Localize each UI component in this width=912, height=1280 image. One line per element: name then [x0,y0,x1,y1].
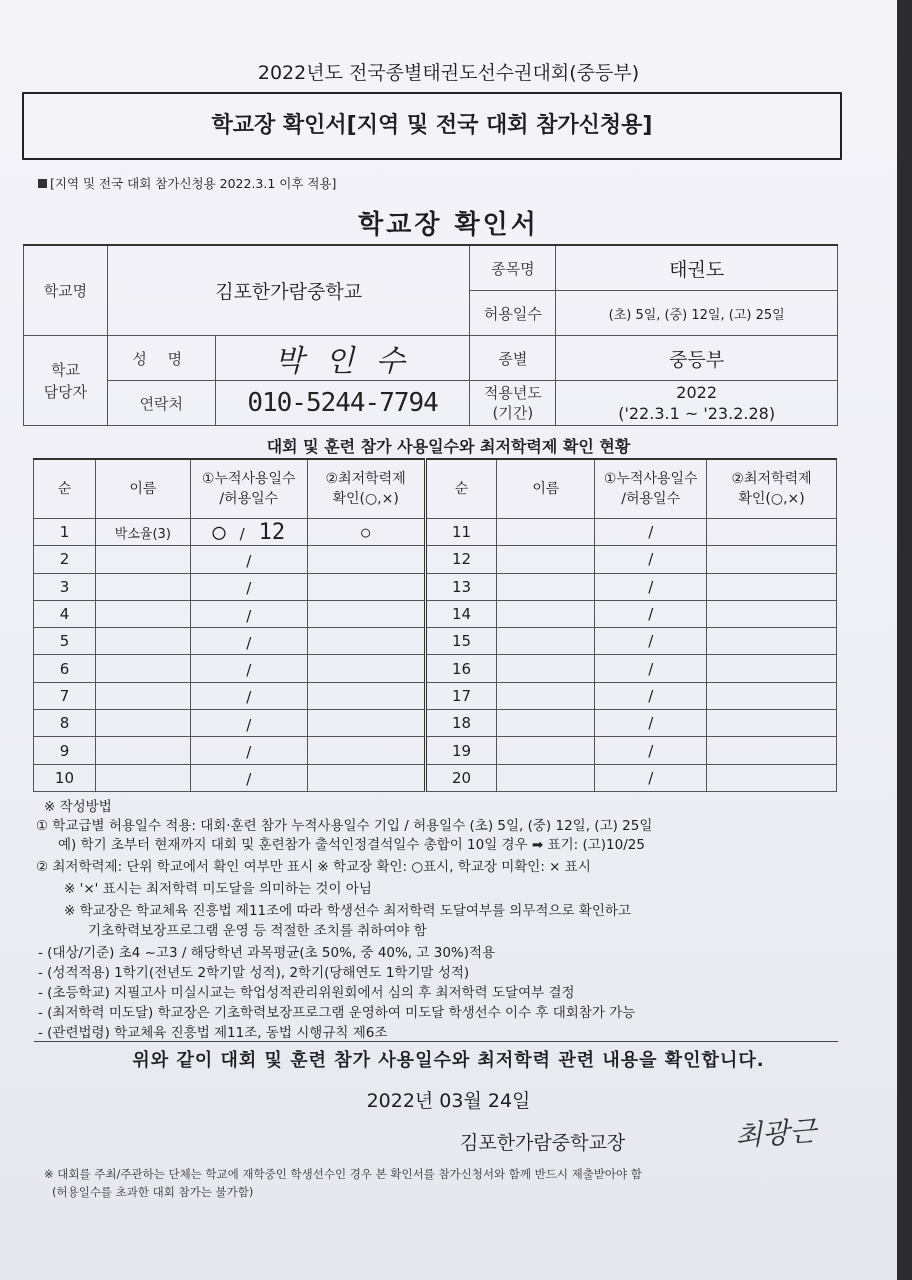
square-bullet-icon [38,179,47,188]
table-row [34,573,837,600]
row-academic-check [307,764,425,791]
row-no: 10 [34,764,96,791]
row-name [95,628,190,655]
method-line: - (관련법령) 학교체육 진흥법 제11조, 동법 시행규칙 제6조 [38,1025,388,1041]
row-academic-check-right [707,600,837,627]
row-days [190,519,307,546]
school-name: 김포한가람중학교 [107,245,470,336]
row-days-right [595,546,707,573]
row-name-right [497,737,595,764]
division-label: 종별 [470,336,556,381]
row-no-right: 12 [425,546,497,573]
issue-date: 2022년 03월 24일 [366,1090,531,1112]
col-days-right: ①누적사용일수 /허용일수 [595,459,707,519]
row-name [95,764,190,791]
event-title: 2022년도 전국종별태권도선수권대회(중등부) [257,62,640,84]
row-academic-check-right [707,573,837,600]
allowed-days-value: (초) 5일, (중) 12일, (고) 25일 [556,291,838,336]
row-name-right [497,600,595,627]
period-value [556,381,838,426]
row-days [190,764,307,791]
manager-label: 학교 담당자 [24,336,108,426]
method-line: ① 학교급별 허용일수 적용: 대회·훈련 참가 누적사용일수 기입 / 허용일수 (초) 5일, (중) 12일, (고) 25일 [36,818,653,834]
row-days [190,546,307,573]
row-name-right [497,519,595,546]
row-no: 8 [34,710,96,737]
row-no-right: 14 [425,600,497,627]
confirmation-statement: 위와 같이 대회 및 훈련 참가 사용일수와 최저학력 관련 내용을 확인합니다. [132,1050,765,1071]
method-line: - (초등학교) 지필고사 미실시교는 학업성적관리위원회에서 심의 후 최저학력 도달여부 결정 [38,985,575,1001]
row-name-right [497,764,595,791]
method-heading: ※ 작성방법 [44,799,112,815]
row-no-right: 13 [425,573,497,600]
table-row [34,628,837,655]
row-name [95,737,190,764]
row-name [95,710,190,737]
row-academic-check [307,546,425,573]
allowed-days-label: 허용일수 [470,291,556,336]
row-no-right: 20 [425,764,497,791]
slash-separator: / [246,606,252,625]
slash-separator: / [648,523,654,542]
row-name-right [497,628,595,655]
col-name: 이름 [95,459,190,519]
manager-name-handwritten: 박 인 수 [215,336,470,381]
col-name-right: 이름 [497,459,595,519]
slash-separator: / [648,714,654,733]
principal-signature: 최광근 [734,1114,818,1153]
row-name [95,600,190,627]
row-name-right [497,710,595,737]
participant-table [33,458,837,792]
row-academic-check-right [707,628,837,655]
row-academic-check [307,628,425,655]
slash-separator: / [239,524,245,543]
row-days-right [595,737,707,764]
method-line: ※ '×' 표시는 최저학력 미도달을 의미하는 것이 아님 [64,881,372,897]
col-days: ①누적사용일수 /허용일수 [190,459,307,519]
row-academic-check-right [707,655,837,682]
row-days [190,682,307,709]
row-academic-check-right [707,682,837,709]
name-label: 성 명 [107,336,215,381]
row-no: 4 [34,600,96,627]
row-no-right: 16 [425,655,497,682]
row-academic-check [307,682,425,709]
slash-separator: / [648,632,654,651]
method-line: ② 최저학력제: 단위 학교에서 확인 여부만 표시 ※ 학교장 확인: ○표시, 학교장 미확인: × 표시 [36,859,591,875]
row-no-right: 18 [425,710,497,737]
school-label: 학교명 [24,245,108,336]
row-name-right [497,573,595,600]
row-no-right: 19 [425,737,497,764]
row-academic-check-right [707,737,837,764]
row-days [190,600,307,627]
division-value: 중등부 [556,336,838,381]
row-name [95,655,190,682]
slash-separator: / [648,659,654,678]
slash-separator: / [246,551,252,570]
slash-separator: / [246,633,252,652]
col-no-right: 순 [425,459,497,519]
table-row [34,600,837,627]
method-line: 기초학력보장프로그램 운영 등 적절한 조치를 취하여야 함 [88,923,427,939]
sport-label: 종목명 [470,245,556,291]
info-table [23,244,838,426]
row-name [95,573,190,600]
table-row [34,710,837,737]
row-days [190,628,307,655]
method-line: - (성적적용) 1학기(전년도 2학기말 성적), 2학기(당해연도 1학기말 성적) [38,965,470,981]
row-no: 5 [34,628,96,655]
sport-value: 태권도 [556,245,838,291]
row-academic-check-right [707,546,837,573]
row-days-right [595,655,707,682]
slash-separator: / [648,686,654,705]
slash-separator: / [246,579,252,598]
row-days [190,710,307,737]
row-days-right [595,682,707,709]
method-line: 예) 학기 초부터 현재까지 대회 및 훈련참가 출석인정결석일수 총합이 10일 경우 ➡ 표기: (고)10/25 [58,837,645,853]
row-name-right [497,546,595,573]
row-no-right: 17 [425,682,497,709]
row-academic-check: ○ [307,519,425,546]
slash-separator: / [648,768,654,787]
row-name-right [497,682,595,709]
method-line: - (대상/기준) 초4 ~고3 / 해당학년 과목평균(초 50%, 중 40%, 고 30%)적용 [38,945,496,961]
row-days-right [595,519,707,546]
table-row [34,764,837,791]
slash-separator: / [648,550,654,569]
table-row [34,737,837,764]
row-academic-check-right [707,519,837,546]
table-row [34,546,837,573]
row-no-right: 15 [425,628,497,655]
row-academic-check [307,600,425,627]
row-days [190,737,307,764]
table-row [34,682,837,709]
row-academic-check-right [707,710,837,737]
row-used-days: ○ [212,519,226,545]
row-no: 6 [34,655,96,682]
row-name-right [497,655,595,682]
row-no-right: 11 [425,519,497,546]
slash-separator: / [246,661,252,680]
col-academic-right: ②최저학력제 확인(○,×) [707,459,837,519]
method-line: ※ 학교장은 학교체육 진흥법 제11조에 따라 학생선수 최저학력 도달여부를 의무적으로 확인하고 [64,903,631,919]
principal-name: 김포한가람중학교장 [460,1132,626,1154]
period-year: 2022 [676,383,718,402]
row-academic-check [307,655,425,682]
form-note: [지역 및 전국 대회 참가신청용 2022.3.1 이후 적용] [38,174,336,192]
row-days-right [595,573,707,600]
row-days-right [595,628,707,655]
row-days [190,573,307,600]
row-days [190,655,307,682]
row-no: 2 [34,546,96,573]
row-no: 7 [34,682,96,709]
row-name: 박소율(3) [95,519,190,546]
slash-separator: / [648,741,654,760]
slash-separator: / [246,688,252,707]
slash-separator: / [648,577,654,596]
period-label: 적용년도 (기간) [470,381,556,426]
row-no: 9 [34,737,96,764]
col-no: 순 [34,459,96,519]
contact-label: 연락처 [107,381,215,426]
footer-note-2: (허용일수를 초과한 대회 참가는 불가함) [52,1185,254,1199]
document-title: 학교장 확인서 [358,210,539,240]
row-name [95,546,190,573]
row-academic-check-right [707,764,837,791]
row-academic-check [307,710,425,737]
row-academic-check [307,737,425,764]
row-allowed-days: 12 [258,519,286,545]
col-academic: ②최저학력제 확인(○,×) [307,459,425,519]
period-range: ('22.3.1 ~ '23.2.28) [618,404,776,423]
slash-separator: / [246,715,252,734]
row-days-right [595,764,707,791]
row-days-right [595,600,707,627]
form-title-box: 학교장 확인서[지역 및 전국 대회 참가신청용] [22,92,842,160]
list-subheading: 대회 및 훈련 참가 사용일수와 최저학력제 확인 현황 [266,437,631,456]
slash-separator: / [246,770,252,789]
method-line: - (최저학력 미도달) 학교장은 기초학력보장프로그램 운영하여 미도달 학생선수 이수 후 대회참가 가능 [38,1005,636,1021]
row-days-right [595,710,707,737]
table-row [34,519,837,546]
row-no: 1 [34,519,96,546]
row-name [95,682,190,709]
row-academic-check [307,573,425,600]
contact-handwritten: 010-5244-7794 [215,381,470,426]
footer-note: ※ 대회를 주최/주관하는 단체는 학교에 재학중인 학생선수인 경우 본 확인서를 참가신청서와 함께 반드시 제출받아야 함 [44,1167,642,1181]
slash-separator: / [246,743,252,762]
table-row [34,655,837,682]
row-no: 3 [34,573,96,600]
slash-separator: / [648,605,654,624]
divider [34,1041,838,1042]
